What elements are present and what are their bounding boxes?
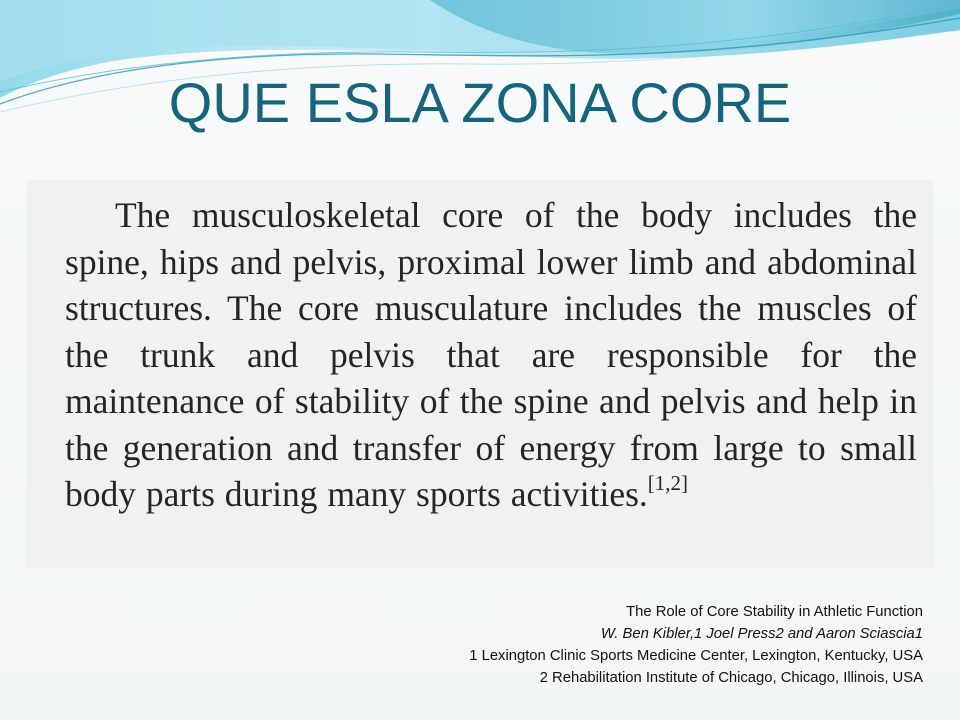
citation-article-title: The Role of Core Stability in Athletic Function xyxy=(626,604,923,620)
citation-affiliation-2: 2 Rehabilitation Institute of Chicago, Chicago, Illinois, USA xyxy=(539,670,923,686)
citation-block xyxy=(469,601,923,689)
slide-title: QUE ESLA ZONA CORE xyxy=(168,71,792,134)
reference-marker: [1,2] xyxy=(647,471,689,495)
quoted-definition-excerpt xyxy=(27,180,933,568)
citation-affiliation-1: 1 Lexington Clinic Sports Medicine Center, Lexington, Kentucky, USA xyxy=(469,648,923,664)
quote-text: The musculoskeletal core of the body includes the spine, hips and pelvis, proximal lower limb and abdominal structures. The core musculature includes the muscles of the trunk and pelvis that are responsible for the maintenance of stability of the spine and pelvis and help in the generation and transfer of energy from large to small body parts during many sports activities. xyxy=(65,195,917,514)
citation-authors: W. Ben Kibler,1 Joel Press2 and Aaron Sciascia1 xyxy=(600,626,923,642)
